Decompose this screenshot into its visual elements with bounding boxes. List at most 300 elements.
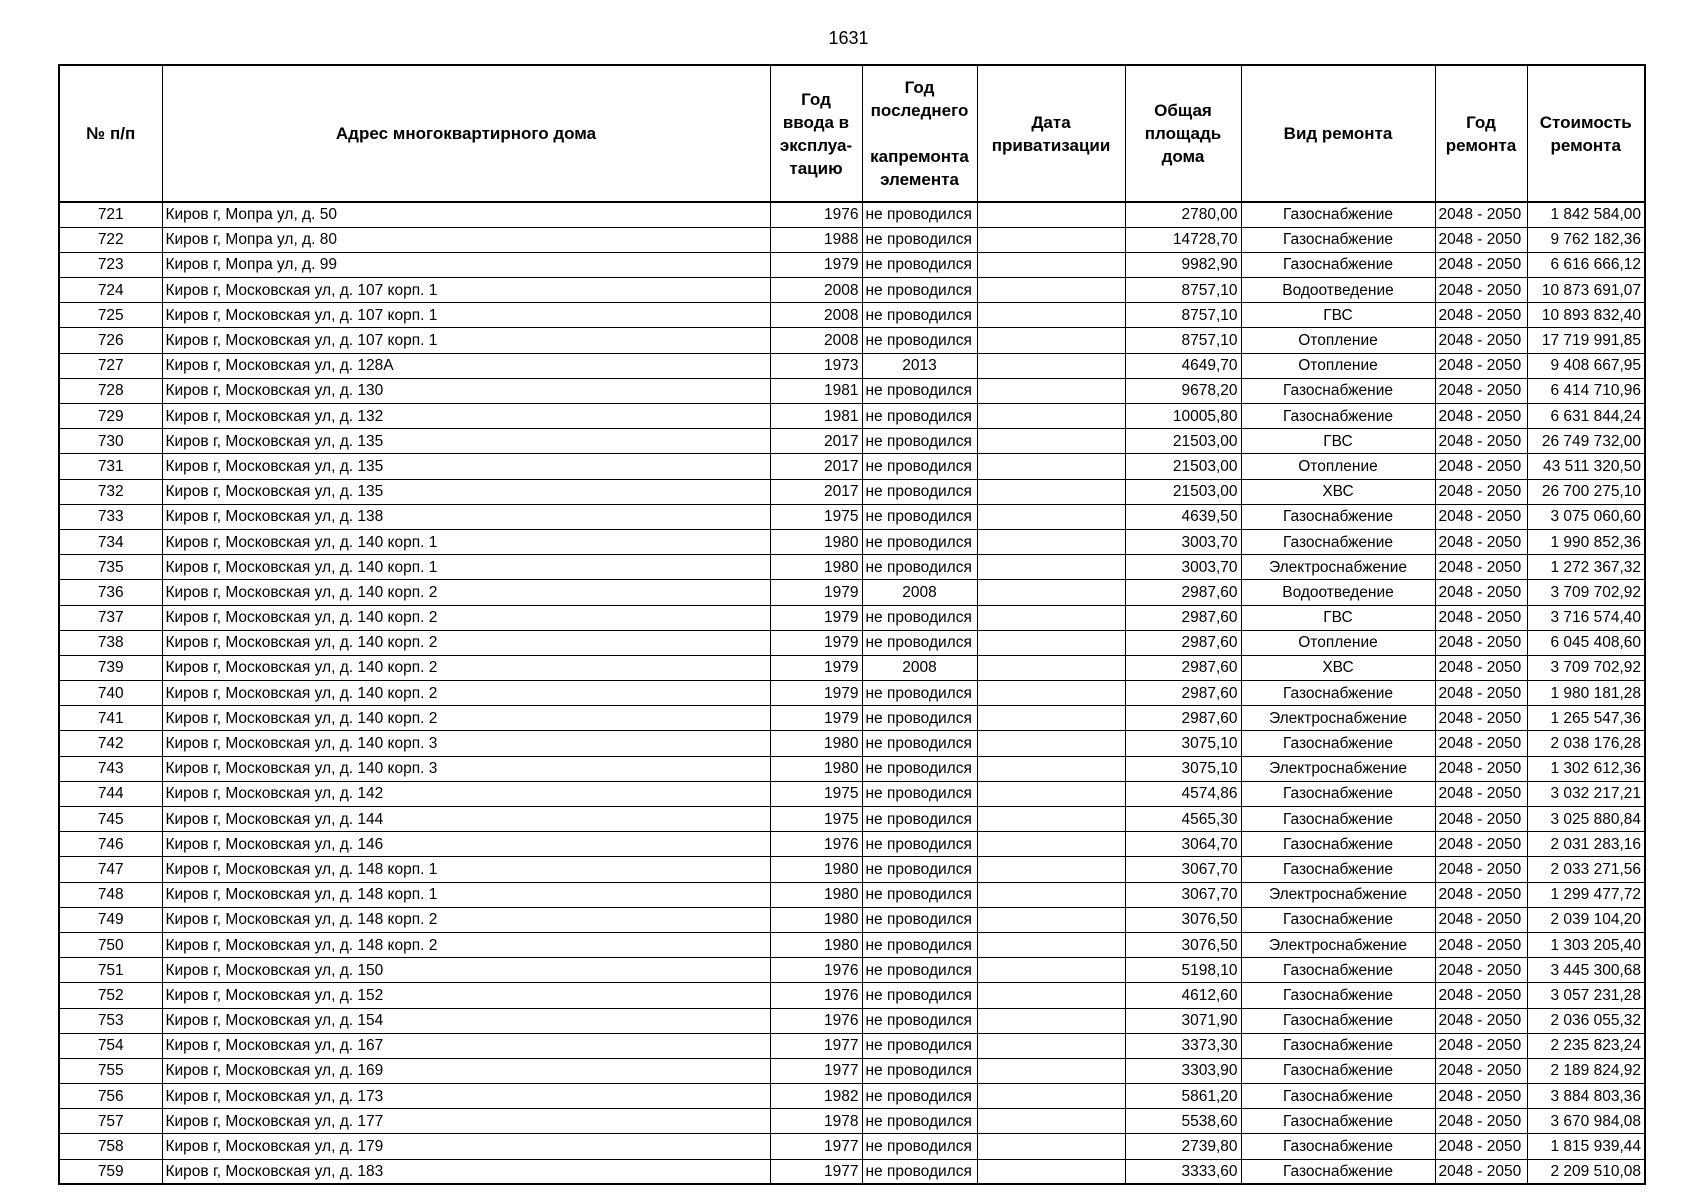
cell-last-repair: не проводился bbox=[862, 630, 977, 655]
cell-year-built: 1979 bbox=[770, 580, 862, 605]
table-row bbox=[59, 932, 1645, 957]
cell-num: 742 bbox=[59, 731, 162, 756]
cell-cost: 6 631 844,24 bbox=[1527, 404, 1645, 429]
cell-privatization bbox=[977, 807, 1125, 832]
cell-privatization bbox=[977, 907, 1125, 932]
table-row bbox=[59, 429, 1645, 454]
cell-area: 8757,10 bbox=[1125, 328, 1241, 353]
header-cost: Стоимость ремонта bbox=[1527, 65, 1645, 202]
table-row bbox=[59, 353, 1645, 378]
cell-address: Киров г, Московская ул, д. 107 корп. 1 bbox=[162, 303, 770, 328]
cell-privatization bbox=[977, 278, 1125, 303]
cell-repair-term: 2048 - 2050 bbox=[1435, 706, 1527, 731]
cell-area: 9678,20 bbox=[1125, 378, 1241, 403]
cell-cost: 2 235 823,24 bbox=[1527, 1033, 1645, 1058]
table-row bbox=[59, 756, 1645, 781]
table-row bbox=[59, 227, 1645, 252]
table-row bbox=[59, 1134, 1645, 1159]
cell-last-repair: не проводился bbox=[862, 479, 977, 504]
cell-privatization bbox=[977, 1033, 1125, 1058]
cell-repair-term: 2048 - 2050 bbox=[1435, 1159, 1527, 1184]
cell-area: 3333,60 bbox=[1125, 1159, 1241, 1184]
cell-repair-term: 2048 - 2050 bbox=[1435, 932, 1527, 957]
cell-repair-kind: Отопление bbox=[1241, 630, 1435, 655]
cell-last-repair: не проводился bbox=[862, 882, 977, 907]
cell-area: 3075,10 bbox=[1125, 731, 1241, 756]
cell-repair-term: 2048 - 2050 bbox=[1435, 1109, 1527, 1134]
cell-repair-term: 2048 - 2050 bbox=[1435, 278, 1527, 303]
cell-repair-kind: Водоотведение bbox=[1241, 278, 1435, 303]
cell-num: 727 bbox=[59, 353, 162, 378]
cell-cost: 2 039 104,20 bbox=[1527, 907, 1645, 932]
cell-repair-term: 2048 - 2050 bbox=[1435, 756, 1527, 781]
cell-num: 724 bbox=[59, 278, 162, 303]
cell-repair-term: 2048 - 2050 bbox=[1435, 1084, 1527, 1109]
cell-area: 3076,50 bbox=[1125, 907, 1241, 932]
cell-area: 21503,00 bbox=[1125, 429, 1241, 454]
cell-address: Киров г, Московская ул, д. 179 bbox=[162, 1134, 770, 1159]
cell-cost: 9 762 182,36 bbox=[1527, 227, 1645, 252]
cell-cost: 43 511 320,50 bbox=[1527, 454, 1645, 479]
cell-address: Киров г, Московская ул, д. 144 bbox=[162, 807, 770, 832]
cell-repair-term: 2048 - 2050 bbox=[1435, 907, 1527, 932]
cell-year-built: 1979 bbox=[770, 252, 862, 277]
cell-area: 3003,70 bbox=[1125, 529, 1241, 554]
cell-area: 8757,10 bbox=[1125, 278, 1241, 303]
cell-address: Киров г, Московская ул, д. 140 корп. 2 bbox=[162, 605, 770, 630]
cell-cost: 3 709 702,92 bbox=[1527, 655, 1645, 680]
table-row bbox=[59, 1084, 1645, 1109]
cell-year-built: 1979 bbox=[770, 655, 862, 680]
cell-repair-term: 2048 - 2050 bbox=[1435, 252, 1527, 277]
cell-num: 744 bbox=[59, 781, 162, 806]
cell-last-repair: не проводился bbox=[862, 1159, 977, 1184]
cell-last-repair: не проводился bbox=[862, 605, 977, 630]
cell-area: 5538,60 bbox=[1125, 1109, 1241, 1134]
cell-area: 3373,30 bbox=[1125, 1033, 1241, 1058]
cell-num: 746 bbox=[59, 832, 162, 857]
cell-repair-term: 2048 - 2050 bbox=[1435, 605, 1527, 630]
cell-repair-kind: Газоснабжение bbox=[1241, 1033, 1435, 1058]
cell-num: 752 bbox=[59, 983, 162, 1008]
cell-last-repair: не проводился bbox=[862, 555, 977, 580]
cell-address: Киров г, Московская ул, д. 148 корп. 1 bbox=[162, 882, 770, 907]
table-row bbox=[59, 832, 1645, 857]
cell-privatization bbox=[977, 429, 1125, 454]
cell-address: Киров г, Московская ул, д. 177 bbox=[162, 1109, 770, 1134]
table-row bbox=[59, 655, 1645, 680]
header-repair-kind: Вид ремонта bbox=[1241, 65, 1435, 202]
cell-privatization bbox=[977, 605, 1125, 630]
cell-last-repair: не проводился bbox=[862, 303, 977, 328]
cell-last-repair: не проводился bbox=[862, 504, 977, 529]
cell-year-built: 1977 bbox=[770, 1033, 862, 1058]
cell-address: Киров г, Московская ул, д. 167 bbox=[162, 1033, 770, 1058]
cell-last-repair: не проводился bbox=[862, 706, 977, 731]
cell-privatization bbox=[977, 1109, 1125, 1134]
cell-last-repair: не проводился bbox=[862, 781, 977, 806]
table-row bbox=[59, 807, 1645, 832]
cell-address: Киров г, Московская ул, д. 183 bbox=[162, 1159, 770, 1184]
cell-area: 3067,70 bbox=[1125, 882, 1241, 907]
cell-cost: 1 815 939,44 bbox=[1527, 1134, 1645, 1159]
cell-num: 729 bbox=[59, 404, 162, 429]
cell-privatization bbox=[977, 529, 1125, 554]
cell-privatization bbox=[977, 328, 1125, 353]
cell-address: Киров г, Московская ул, д. 140 корп. 2 bbox=[162, 706, 770, 731]
cell-privatization bbox=[977, 479, 1125, 504]
cell-last-repair: не проводился bbox=[862, 907, 977, 932]
cell-repair-term: 2048 - 2050 bbox=[1435, 1058, 1527, 1083]
cell-num: 737 bbox=[59, 605, 162, 630]
cell-privatization bbox=[977, 1058, 1125, 1083]
cell-repair-term: 2048 - 2050 bbox=[1435, 227, 1527, 252]
cell-privatization bbox=[977, 404, 1125, 429]
cell-area: 8757,10 bbox=[1125, 303, 1241, 328]
cell-repair-term: 2048 - 2050 bbox=[1435, 681, 1527, 706]
cell-year-built: 2017 bbox=[770, 429, 862, 454]
table-row bbox=[59, 958, 1645, 983]
cell-last-repair: 2013 bbox=[862, 353, 977, 378]
cell-year-built: 2008 bbox=[770, 328, 862, 353]
cell-repair-kind: ГВС bbox=[1241, 605, 1435, 630]
cell-num: 730 bbox=[59, 429, 162, 454]
cell-privatization bbox=[977, 555, 1125, 580]
cell-num: 736 bbox=[59, 580, 162, 605]
cell-repair-kind: Водоотведение bbox=[1241, 580, 1435, 605]
cell-last-repair: не проводился bbox=[862, 328, 977, 353]
cell-privatization bbox=[977, 882, 1125, 907]
cell-year-built: 1988 bbox=[770, 227, 862, 252]
cell-privatization bbox=[977, 857, 1125, 882]
cell-area: 3303,90 bbox=[1125, 1058, 1241, 1083]
header-address: Адрес многоквартирного дома bbox=[162, 65, 770, 202]
cell-year-built: 1980 bbox=[770, 857, 862, 882]
cell-cost: 3 884 803,36 bbox=[1527, 1084, 1645, 1109]
cell-num: 756 bbox=[59, 1084, 162, 1109]
cell-repair-term: 2048 - 2050 bbox=[1435, 832, 1527, 857]
table-row bbox=[59, 907, 1645, 932]
cell-cost: 1 265 547,36 bbox=[1527, 706, 1645, 731]
cell-year-built: 1975 bbox=[770, 781, 862, 806]
cell-cost: 9 408 667,95 bbox=[1527, 353, 1645, 378]
cell-area: 2987,60 bbox=[1125, 681, 1241, 706]
cell-area: 2739,80 bbox=[1125, 1134, 1241, 1159]
cell-last-repair: не проводился bbox=[862, 252, 977, 277]
cell-repair-kind: Газоснабжение bbox=[1241, 1159, 1435, 1184]
cell-repair-term: 2048 - 2050 bbox=[1435, 353, 1527, 378]
cell-address: Киров г, Московская ул, д. 148 корп. 2 bbox=[162, 932, 770, 957]
cell-year-built: 1979 bbox=[770, 706, 862, 731]
cell-cost: 3 445 300,68 bbox=[1527, 958, 1645, 983]
cell-last-repair: 2008 bbox=[862, 655, 977, 680]
cell-year-built: 1980 bbox=[770, 932, 862, 957]
table-row bbox=[59, 1109, 1645, 1134]
cell-area: 5861,20 bbox=[1125, 1084, 1241, 1109]
cell-repair-kind: Газоснабжение bbox=[1241, 681, 1435, 706]
cell-cost: 26 749 732,00 bbox=[1527, 429, 1645, 454]
cell-num: 753 bbox=[59, 1008, 162, 1033]
table-row bbox=[59, 857, 1645, 882]
cell-repair-kind: Электроснабжение bbox=[1241, 706, 1435, 731]
cell-num: 721 bbox=[59, 202, 162, 227]
cell-area: 3075,10 bbox=[1125, 756, 1241, 781]
cell-year-built: 1980 bbox=[770, 882, 862, 907]
cell-num: 741 bbox=[59, 706, 162, 731]
cell-address: Киров г, Московская ул, д. 135 bbox=[162, 454, 770, 479]
cell-num: 722 bbox=[59, 227, 162, 252]
cell-area: 10005,80 bbox=[1125, 404, 1241, 429]
cell-repair-kind: Отопление bbox=[1241, 328, 1435, 353]
cell-year-built: 1978 bbox=[770, 1109, 862, 1134]
cell-area: 4639,50 bbox=[1125, 504, 1241, 529]
cell-cost: 2 038 176,28 bbox=[1527, 731, 1645, 756]
cell-area: 2987,60 bbox=[1125, 706, 1241, 731]
table-row bbox=[59, 605, 1645, 630]
page-number: 1631 bbox=[828, 28, 869, 48]
cell-cost: 3 057 231,28 bbox=[1527, 983, 1645, 1008]
cell-cost: 3 670 984,08 bbox=[1527, 1109, 1645, 1134]
cell-cost: 2 189 824,92 bbox=[1527, 1058, 1645, 1083]
table-row bbox=[59, 555, 1645, 580]
cell-last-repair: не проводился bbox=[862, 731, 977, 756]
cell-cost: 1 980 181,28 bbox=[1527, 681, 1645, 706]
cell-num: 749 bbox=[59, 907, 162, 932]
cell-repair-term: 2048 - 2050 bbox=[1435, 1134, 1527, 1159]
cell-privatization bbox=[977, 681, 1125, 706]
cell-cost: 6 616 666,12 bbox=[1527, 252, 1645, 277]
cell-last-repair: не проводился bbox=[862, 932, 977, 957]
cell-num: 754 bbox=[59, 1033, 162, 1058]
cell-num: 740 bbox=[59, 681, 162, 706]
cell-last-repair: не проводился bbox=[862, 983, 977, 1008]
cell-repair-kind: Газоснабжение bbox=[1241, 1134, 1435, 1159]
cell-address: Киров г, Московская ул, д. 128А bbox=[162, 353, 770, 378]
table-row bbox=[59, 681, 1645, 706]
cell-address: Киров г, Московская ул, д. 138 bbox=[162, 504, 770, 529]
cell-area: 14728,70 bbox=[1125, 227, 1241, 252]
cell-cost: 2 033 271,56 bbox=[1527, 857, 1645, 882]
cell-year-built: 1979 bbox=[770, 681, 862, 706]
cell-num: 738 bbox=[59, 630, 162, 655]
cell-repair-term: 2048 - 2050 bbox=[1435, 655, 1527, 680]
cell-repair-term: 2048 - 2050 bbox=[1435, 630, 1527, 655]
cell-repair-kind: ХВС bbox=[1241, 479, 1435, 504]
cell-last-repair: не проводился bbox=[862, 202, 977, 227]
cell-address: Киров г, Мопра ул, д. 80 bbox=[162, 227, 770, 252]
table-row bbox=[59, 252, 1645, 277]
cell-area: 4612,60 bbox=[1125, 983, 1241, 1008]
cell-address: Киров г, Московская ул, д. 148 корп. 1 bbox=[162, 857, 770, 882]
cell-area: 3064,70 bbox=[1125, 832, 1241, 857]
cell-cost: 1 299 477,72 bbox=[1527, 882, 1645, 907]
cell-repair-kind: Газоснабжение bbox=[1241, 907, 1435, 932]
cell-area: 21503,00 bbox=[1125, 454, 1241, 479]
cell-area: 9982,90 bbox=[1125, 252, 1241, 277]
cell-cost: 17 719 991,85 bbox=[1527, 328, 1645, 353]
cell-repair-term: 2048 - 2050 bbox=[1435, 202, 1527, 227]
cell-repair-kind: Электроснабжение bbox=[1241, 882, 1435, 907]
cell-repair-kind: Газоснабжение bbox=[1241, 1084, 1435, 1109]
cell-address: Киров г, Московская ул, д. 135 bbox=[162, 429, 770, 454]
cell-privatization bbox=[977, 504, 1125, 529]
cell-repair-kind: Электроснабжение bbox=[1241, 756, 1435, 781]
table-row bbox=[59, 504, 1645, 529]
cell-num: 725 bbox=[59, 303, 162, 328]
cell-last-repair: не проводился bbox=[862, 1008, 977, 1033]
table-row bbox=[59, 1008, 1645, 1033]
cell-repair-kind: Газоснабжение bbox=[1241, 857, 1435, 882]
cell-year-built: 1981 bbox=[770, 404, 862, 429]
cell-num: 755 bbox=[59, 1058, 162, 1083]
cell-cost: 1 303 205,40 bbox=[1527, 932, 1645, 957]
cell-repair-term: 2048 - 2050 bbox=[1435, 328, 1527, 353]
cell-year-built: 1980 bbox=[770, 555, 862, 580]
cell-address: Киров г, Московская ул, д. 140 корп. 2 bbox=[162, 655, 770, 680]
cell-privatization bbox=[977, 580, 1125, 605]
cell-year-built: 1976 bbox=[770, 832, 862, 857]
cell-num: 732 bbox=[59, 479, 162, 504]
table-row bbox=[59, 328, 1645, 353]
cell-address: Киров г, Московская ул, д. 146 bbox=[162, 832, 770, 857]
cell-num: 726 bbox=[59, 328, 162, 353]
cell-address: Киров г, Московская ул, д. 154 bbox=[162, 1008, 770, 1033]
cell-num: 723 bbox=[59, 252, 162, 277]
header-area: Общая площадь дома bbox=[1125, 65, 1241, 202]
cell-repair-term: 2048 - 2050 bbox=[1435, 1008, 1527, 1033]
table-row bbox=[59, 882, 1645, 907]
cell-cost: 3 075 060,60 bbox=[1527, 504, 1645, 529]
cell-repair-kind: Газоснабжение bbox=[1241, 529, 1435, 554]
cell-address: Киров г, Московская ул, д. 140 корп. 2 bbox=[162, 630, 770, 655]
cell-privatization bbox=[977, 227, 1125, 252]
cell-repair-kind: ГВС bbox=[1241, 303, 1435, 328]
cell-privatization bbox=[977, 252, 1125, 277]
cell-cost: 1 842 584,00 bbox=[1527, 202, 1645, 227]
header-last-repair: Год последнего капремонта элемента bbox=[862, 65, 977, 202]
cell-repair-kind: Газоснабжение bbox=[1241, 252, 1435, 277]
cell-cost: 1 990 852,36 bbox=[1527, 529, 1645, 554]
cell-address: Киров г, Московская ул, д. 140 корп. 2 bbox=[162, 580, 770, 605]
cell-repair-kind: Газоснабжение bbox=[1241, 202, 1435, 227]
cell-repair-kind: Газоснабжение bbox=[1241, 731, 1435, 756]
cell-num: 757 bbox=[59, 1109, 162, 1134]
cell-repair-term: 2048 - 2050 bbox=[1435, 454, 1527, 479]
cell-address: Киров г, Московская ул, д. 107 корп. 1 bbox=[162, 328, 770, 353]
cell-num: 735 bbox=[59, 555, 162, 580]
cell-last-repair: 2008 bbox=[862, 580, 977, 605]
cell-address: Киров г, Московская ул, д. 140 корп. 3 bbox=[162, 756, 770, 781]
cell-last-repair: не проводился bbox=[862, 857, 977, 882]
cell-last-repair: не проводился bbox=[862, 1084, 977, 1109]
cell-last-repair: не проводился bbox=[862, 832, 977, 857]
cell-address: Киров г, Московская ул, д. 140 корп. 2 bbox=[162, 681, 770, 706]
cell-cost: 10 893 832,40 bbox=[1527, 303, 1645, 328]
header-repair-term: Год ремонта bbox=[1435, 65, 1527, 202]
table-row bbox=[59, 1058, 1645, 1083]
cell-area: 3003,70 bbox=[1125, 555, 1241, 580]
cell-privatization bbox=[977, 1134, 1125, 1159]
cell-privatization bbox=[977, 756, 1125, 781]
table-header-row bbox=[59, 65, 1645, 202]
cell-last-repair: не проводился bbox=[862, 1033, 977, 1058]
header-num: № п/п bbox=[59, 65, 162, 202]
table-row bbox=[59, 1033, 1645, 1058]
cell-year-built: 1982 bbox=[770, 1084, 862, 1109]
cell-last-repair: не проводился bbox=[862, 1134, 977, 1159]
table-row bbox=[59, 706, 1645, 731]
cell-repair-kind: Газоснабжение bbox=[1241, 378, 1435, 403]
cell-repair-kind: Электроснабжение bbox=[1241, 932, 1435, 957]
cell-privatization bbox=[977, 303, 1125, 328]
cell-year-built: 1977 bbox=[770, 1159, 862, 1184]
cell-address: Киров г, Московская ул, д. 132 bbox=[162, 404, 770, 429]
cell-year-built: 1976 bbox=[770, 1008, 862, 1033]
cell-repair-kind: Отопление bbox=[1241, 454, 1435, 479]
cell-area: 2987,60 bbox=[1125, 580, 1241, 605]
cell-privatization bbox=[977, 958, 1125, 983]
cell-num: 745 bbox=[59, 807, 162, 832]
cell-cost: 3 709 702,92 bbox=[1527, 580, 1645, 605]
cell-address: Киров г, Мопра ул, д. 50 bbox=[162, 202, 770, 227]
cell-repair-term: 2048 - 2050 bbox=[1435, 555, 1527, 580]
cell-repair-term: 2048 - 2050 bbox=[1435, 580, 1527, 605]
cell-year-built: 1976 bbox=[770, 958, 862, 983]
cell-repair-term: 2048 - 2050 bbox=[1435, 1033, 1527, 1058]
cell-year-built: 1975 bbox=[770, 504, 862, 529]
table-row bbox=[59, 404, 1645, 429]
cell-num: 743 bbox=[59, 756, 162, 781]
cell-num: 751 bbox=[59, 958, 162, 983]
cell-address: Киров г, Московская ул, д. 150 bbox=[162, 958, 770, 983]
table-row bbox=[59, 378, 1645, 403]
header-year-built: Год ввода в эксплуа-тацию bbox=[770, 65, 862, 202]
cell-last-repair: не проводился bbox=[862, 1109, 977, 1134]
cell-address: Киров г, Московская ул, д. 107 корп. 1 bbox=[162, 278, 770, 303]
cell-repair-kind: ХВС bbox=[1241, 655, 1435, 680]
cell-area: 4565,30 bbox=[1125, 807, 1241, 832]
cell-last-repair: не проводился bbox=[862, 404, 977, 429]
cell-address: Киров г, Московская ул, д. 140 корп. 1 bbox=[162, 555, 770, 580]
cell-repair-term: 2048 - 2050 bbox=[1435, 958, 1527, 983]
cell-repair-term: 2048 - 2050 bbox=[1435, 504, 1527, 529]
cell-year-built: 1977 bbox=[770, 1058, 862, 1083]
cell-repair-kind: Газоснабжение bbox=[1241, 983, 1435, 1008]
cell-repair-kind: Газоснабжение bbox=[1241, 1058, 1435, 1083]
cell-cost: 6 414 710,96 bbox=[1527, 378, 1645, 403]
cell-privatization bbox=[977, 378, 1125, 403]
cell-last-repair: не проводился bbox=[862, 227, 977, 252]
cell-privatization bbox=[977, 731, 1125, 756]
cell-last-repair: не проводился bbox=[862, 807, 977, 832]
cell-year-built: 2008 bbox=[770, 278, 862, 303]
cell-year-built: 1979 bbox=[770, 630, 862, 655]
cell-repair-kind: Газоснабжение bbox=[1241, 1109, 1435, 1134]
cell-area: 2987,60 bbox=[1125, 630, 1241, 655]
table-row bbox=[59, 278, 1645, 303]
cell-year-built: 2017 bbox=[770, 454, 862, 479]
cell-year-built: 1980 bbox=[770, 756, 862, 781]
cell-privatization bbox=[977, 655, 1125, 680]
cell-year-built: 1973 bbox=[770, 353, 862, 378]
cell-repair-kind: Газоснабжение bbox=[1241, 832, 1435, 857]
cell-area: 4574,86 bbox=[1125, 781, 1241, 806]
table-row bbox=[59, 303, 1645, 328]
cell-cost: 3 716 574,40 bbox=[1527, 605, 1645, 630]
table-row bbox=[59, 1159, 1645, 1184]
cell-cost: 2 031 283,16 bbox=[1527, 832, 1645, 857]
cell-repair-kind: Газоснабжение bbox=[1241, 807, 1435, 832]
